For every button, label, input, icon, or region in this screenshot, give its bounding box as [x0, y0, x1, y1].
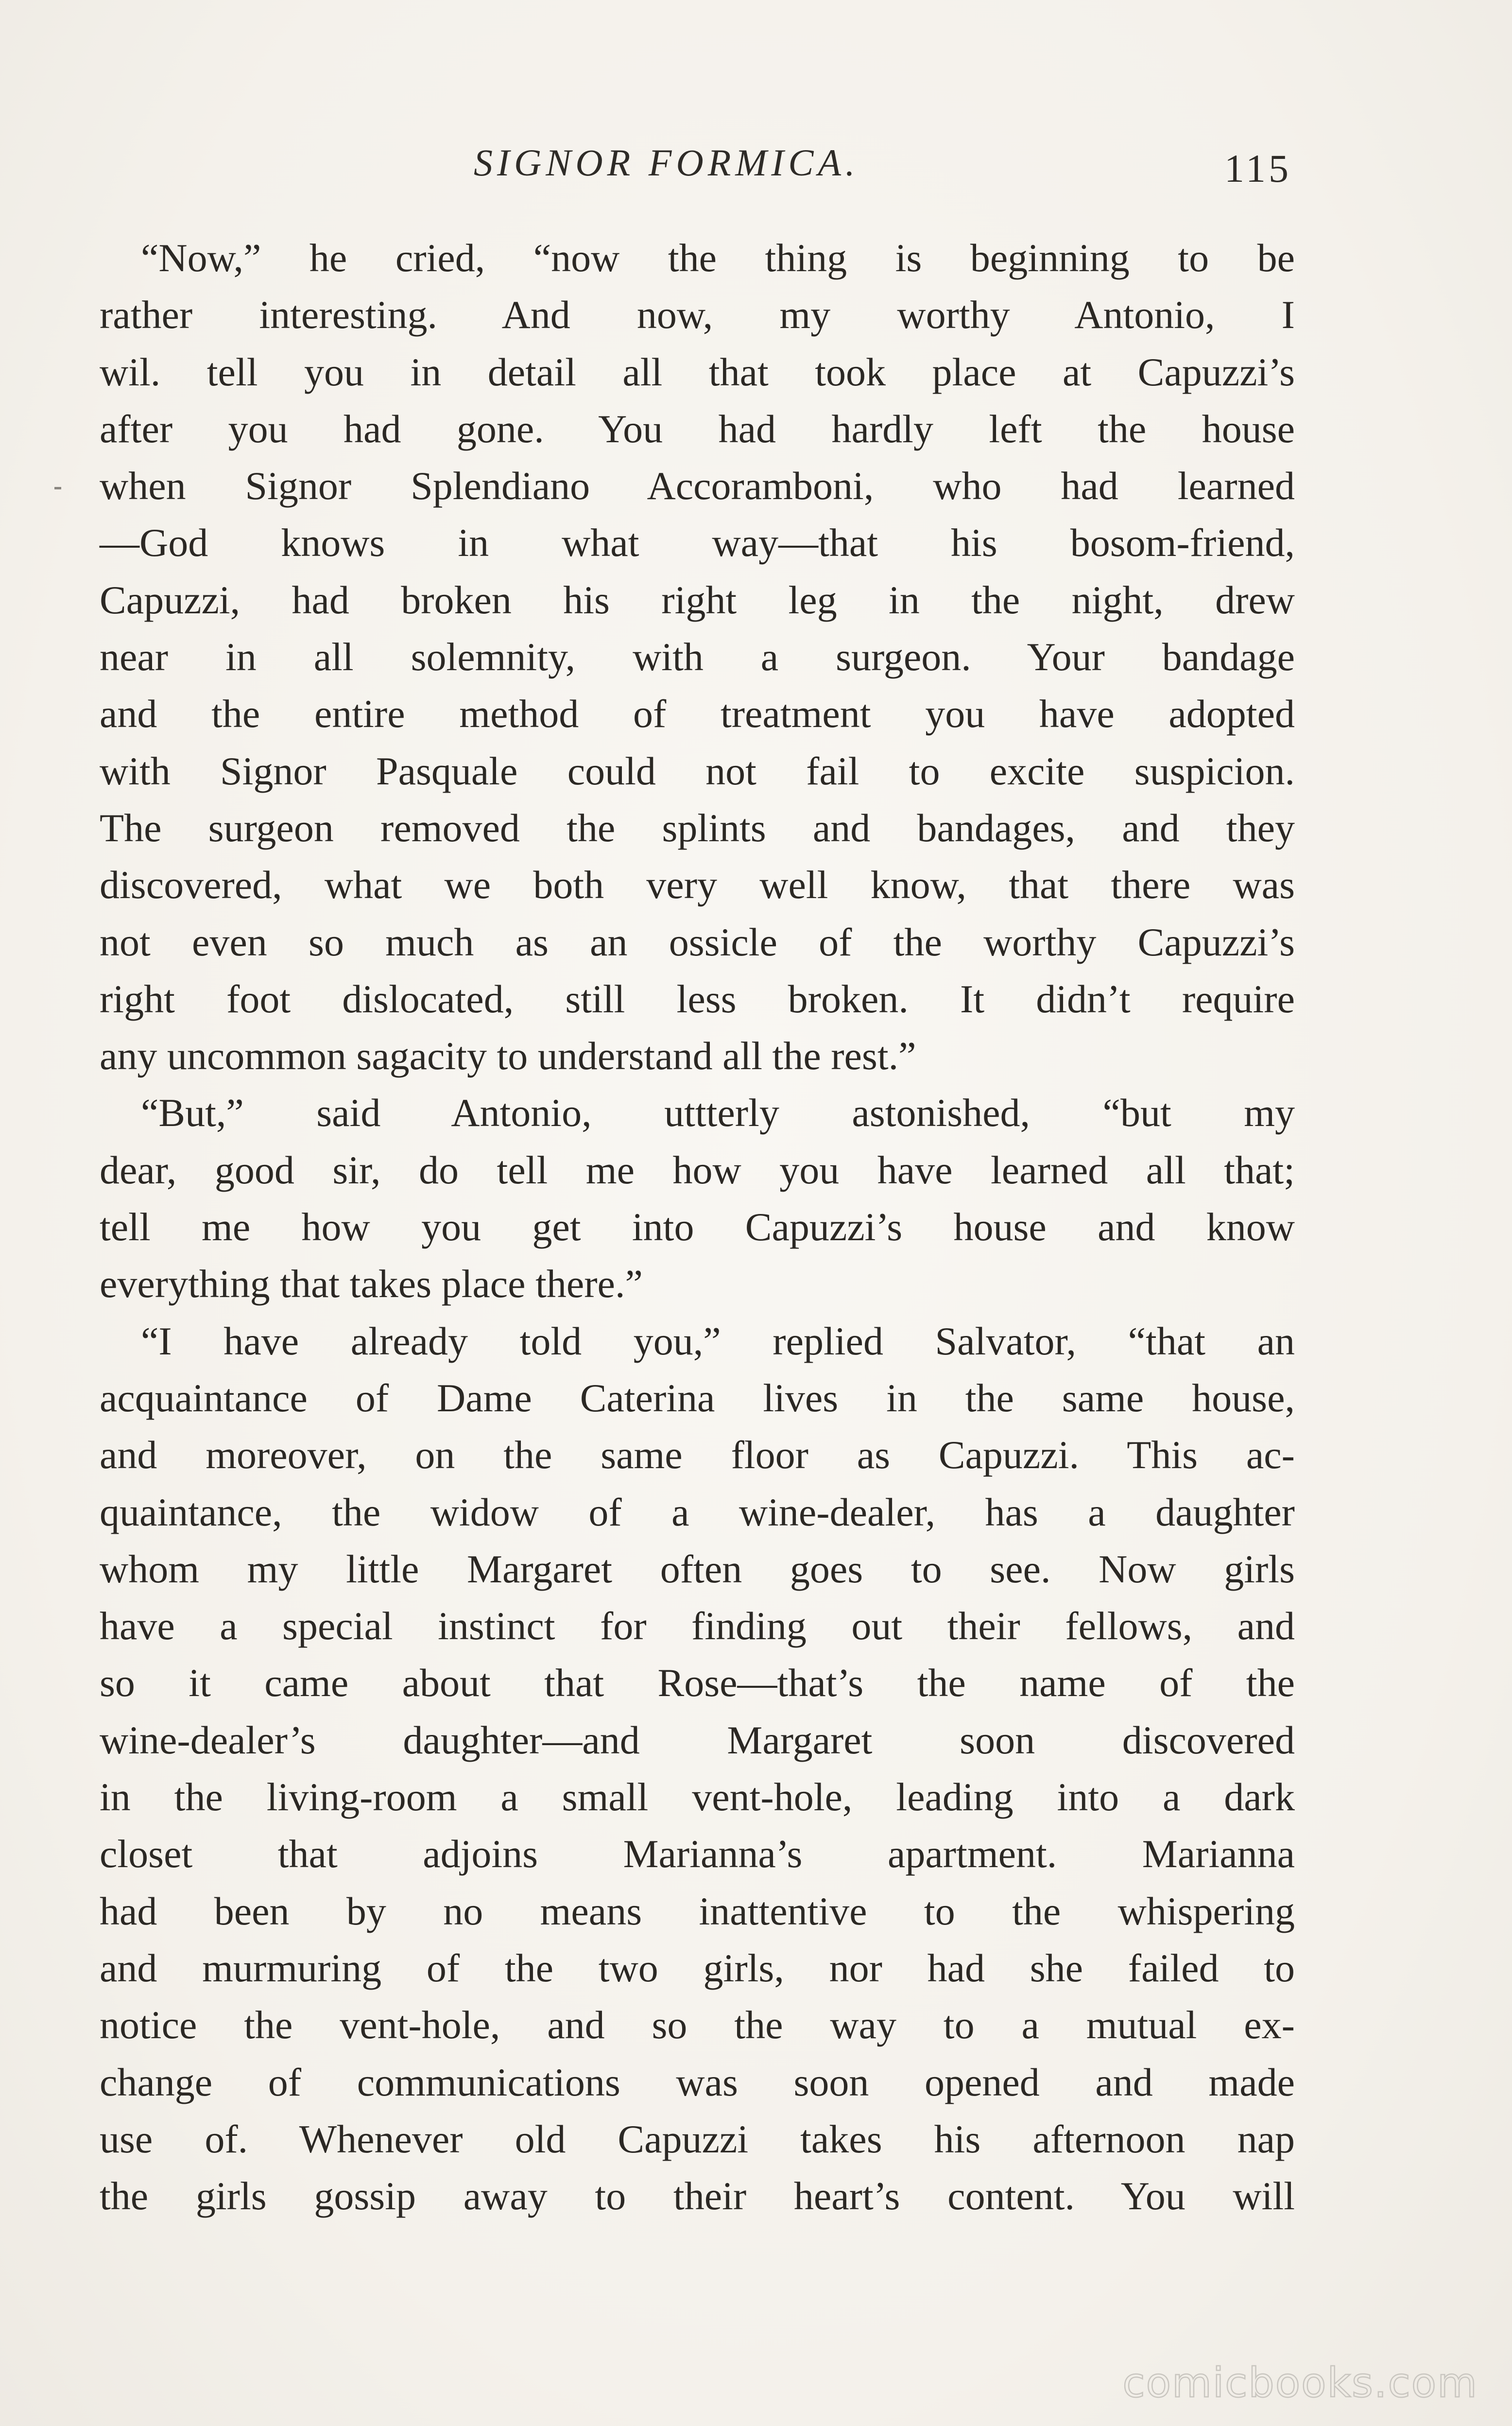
text-line: wine-dealer’s daughter—and Margaret soon discovered [100, 1717, 1295, 1762]
watermark: comicbooks.com [1122, 2359, 1478, 2407]
text-line: acquaintance of Dame Caterina lives in the same house, [100, 1375, 1295, 1420]
text-line: after you had gone. You had hardly left the house [100, 406, 1295, 451]
text-line: The surgeon removed the splints and bandages, and they [100, 805, 1295, 850]
text-line: not even so much as an ossicle of the worthy Capuzzi’s [100, 919, 1295, 964]
text-line: any uncommon sagacity to understand all the rest.” [100, 1034, 916, 1078]
text-line: with Signor Pasquale could not fail to excite suspicion. [100, 748, 1295, 793]
text-line: and moreover, on the same floor as Capuzzi. This ac- [100, 1433, 1295, 1477]
text-line: “Now,” he cried, “now the thing is beginning to be [141, 236, 1295, 280]
text-line: notice the vent-hole, and so the way to a mutual ex- [100, 2003, 1295, 2047]
text-line: Capuzzi, had broken his right leg in the night, drew [100, 577, 1295, 622]
page-number: 115 [1224, 146, 1291, 191]
text-line: and the entire method of treatment you have adopted [100, 692, 1295, 736]
text-line: use of. Whenever old Capuzzi takes his afternoon nap [100, 2116, 1295, 2161]
text-line: change of communications was soon opened and made [100, 2060, 1295, 2104]
text-line: when Signor Splendiano Accoramboni, who had learned [100, 464, 1295, 508]
text-line: wil. tell you in detail all that took place at Capuzzi’s [100, 349, 1295, 394]
body-text [100, 229, 1295, 2224]
text-line: had been by no means inattentive to the whispering [100, 1889, 1295, 1933]
text-line: have a special instinct for finding out their fellows, and [100, 1604, 1295, 1648]
text-line: the girls gossip away to their heart’s content. You will [100, 2174, 1295, 2218]
text-line: near in all solemnity, with a surgeon. Your bandage [100, 635, 1295, 679]
text-line: tell me how you get into Capuzzi’s house and know [100, 1205, 1295, 1249]
text-line: dear, good sir, do tell me how you have learned all that; [100, 1147, 1295, 1192]
text-line: in the living-room a small vent-hole, leading into a dark [100, 1775, 1295, 1820]
running-title: SIGNOR FORMICA. [474, 141, 859, 184]
text-line: “But,” said Antonio, uttterly astonished, “but my [141, 1091, 1295, 1135]
text-line: and murmuring of the two girls, nor had she failed to [100, 1945, 1295, 1990]
text-line: right foot dislocated, still less broken. It didn’t require [100, 976, 1295, 1021]
text-line: everything that takes place there.” [100, 1262, 643, 1306]
text-line: discovered, what we both very well know, that there was [100, 863, 1295, 907]
text-line: rather interesting. And now, my worthy Antonio, I [100, 293, 1295, 337]
text-line: quaintance, the widow of a wine-dealer, has a daughter [100, 1490, 1295, 1534]
text-line: so it came about that Rose—that’s the name of the [100, 1661, 1295, 1705]
text-line: closet that adjoins Marianna’s apartment. Marianna [100, 1832, 1295, 1876]
running-head [0, 141, 1512, 194]
margin-mark [54, 487, 61, 489]
text-line: whom my little Margaret often goes to see. Now girls [100, 1546, 1295, 1591]
text-line: —God knows in what way—that his bosom-friend, [100, 520, 1295, 565]
text-line: “I have already told you,” replied Salvator, “that an [141, 1318, 1295, 1363]
